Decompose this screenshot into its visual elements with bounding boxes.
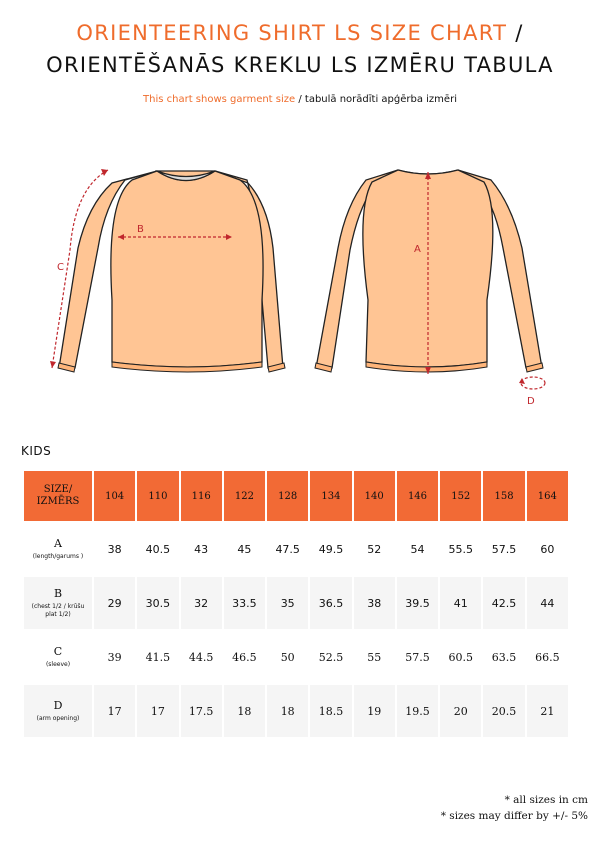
- table-cell: 18: [224, 685, 265, 737]
- shirt-diagram: [0, 150, 600, 410]
- title-separator: /: [507, 21, 524, 45]
- subtitle: [0, 94, 600, 105]
- table-cell: 20: [440, 685, 481, 737]
- table-cell: 29: [94, 577, 135, 629]
- size-header: 128: [267, 471, 308, 521]
- table-cell: 36.5: [310, 577, 351, 629]
- table-cell: 43: [181, 523, 222, 575]
- table-cell: 47.5: [267, 523, 308, 575]
- table-row: [24, 631, 568, 683]
- table-cell: 55.5: [440, 523, 481, 575]
- table-cell: 57.5: [397, 631, 438, 683]
- label-b: B: [137, 224, 144, 235]
- table-cell: 52: [354, 523, 395, 575]
- table-cell: 18.5: [310, 685, 351, 737]
- table-cell: 63.5: [483, 631, 524, 683]
- size-header: 104: [94, 471, 135, 521]
- size-header: 134: [310, 471, 351, 521]
- table-cell: 40.5: [137, 523, 178, 575]
- table-cell: 39.5: [397, 577, 438, 629]
- table-cell: 54: [397, 523, 438, 575]
- front-shirt: [50, 169, 285, 372]
- label-d: D: [527, 396, 535, 407]
- table-cell: 19: [354, 685, 395, 737]
- table-row: [24, 685, 568, 737]
- size-table: [22, 469, 570, 739]
- table-row: [24, 523, 568, 575]
- table-cell: 41.5: [137, 631, 178, 683]
- title-en-text: ORIENTEERING SHIRT LS SIZE CHART: [76, 21, 508, 45]
- back-shirt: [315, 170, 545, 389]
- size-header: 116: [181, 471, 222, 521]
- table-cell: 49.5: [310, 523, 351, 575]
- table-cell: 66.5: [527, 631, 568, 683]
- row-label: A (length/garums ): [24, 523, 92, 575]
- table-cell: 50: [267, 631, 308, 683]
- table-cell: 38: [94, 523, 135, 575]
- table-cell: 18: [267, 685, 308, 737]
- table-cell: 20.5: [483, 685, 524, 737]
- table-cell: 57.5: [483, 523, 524, 575]
- row-label: D (arm opening): [24, 685, 92, 737]
- title-en: [0, 21, 600, 45]
- table-cell: 35: [267, 577, 308, 629]
- table-cell: 17: [137, 685, 178, 737]
- label-a: A: [414, 244, 421, 255]
- label-c: C: [57, 262, 64, 273]
- note-units: * all sizes in cm: [504, 794, 588, 806]
- subtitle-en: This chart shows garment size: [143, 94, 296, 105]
- table-cell: 55: [354, 631, 395, 683]
- table-cell: 44.5: [181, 631, 222, 683]
- table-header-row: [24, 471, 568, 521]
- row-label: B (chest 1/2 / krūšu plat 1/2): [24, 577, 92, 629]
- subtitle-lv: / tabulā norādīti apģērba izmēri: [295, 94, 457, 105]
- table-cell: 33.5: [224, 577, 265, 629]
- size-header: 146: [397, 471, 438, 521]
- size-header: 158: [483, 471, 524, 521]
- table-cell: 38: [354, 577, 395, 629]
- table-cell: 19.5: [397, 685, 438, 737]
- table-cell: 39: [94, 631, 135, 683]
- table-cell: 44: [527, 577, 568, 629]
- table-cell: 21: [527, 685, 568, 737]
- table-cell: 60.5: [440, 631, 481, 683]
- title-lv: ORIENTĒŠANĀS KREKLU LS IZMĒRU TABULA: [46, 53, 554, 77]
- size-header: 152: [440, 471, 481, 521]
- table-row: [24, 577, 568, 629]
- row-label: C (sleeve): [24, 631, 92, 683]
- table-cell: 17: [94, 685, 135, 737]
- section-title-kids: KIDS: [21, 444, 52, 458]
- table-cell: 30.5: [137, 577, 178, 629]
- table-cell: 41: [440, 577, 481, 629]
- size-header: 110: [137, 471, 178, 521]
- table-cell: 42.5: [483, 577, 524, 629]
- table-cell: 17.5: [181, 685, 222, 737]
- table-cell: 52.5: [310, 631, 351, 683]
- table-cell: 60: [527, 523, 568, 575]
- table-cell: 32: [181, 577, 222, 629]
- header-label: SIZE/ IZMĒRS: [24, 471, 92, 521]
- table-cell: 45: [224, 523, 265, 575]
- note-tolerance: * sizes may differ by +/- 5%: [440, 810, 588, 822]
- table-cell: 46.5: [224, 631, 265, 683]
- size-header: 164: [527, 471, 568, 521]
- size-header: 140: [354, 471, 395, 521]
- size-header: 122: [224, 471, 265, 521]
